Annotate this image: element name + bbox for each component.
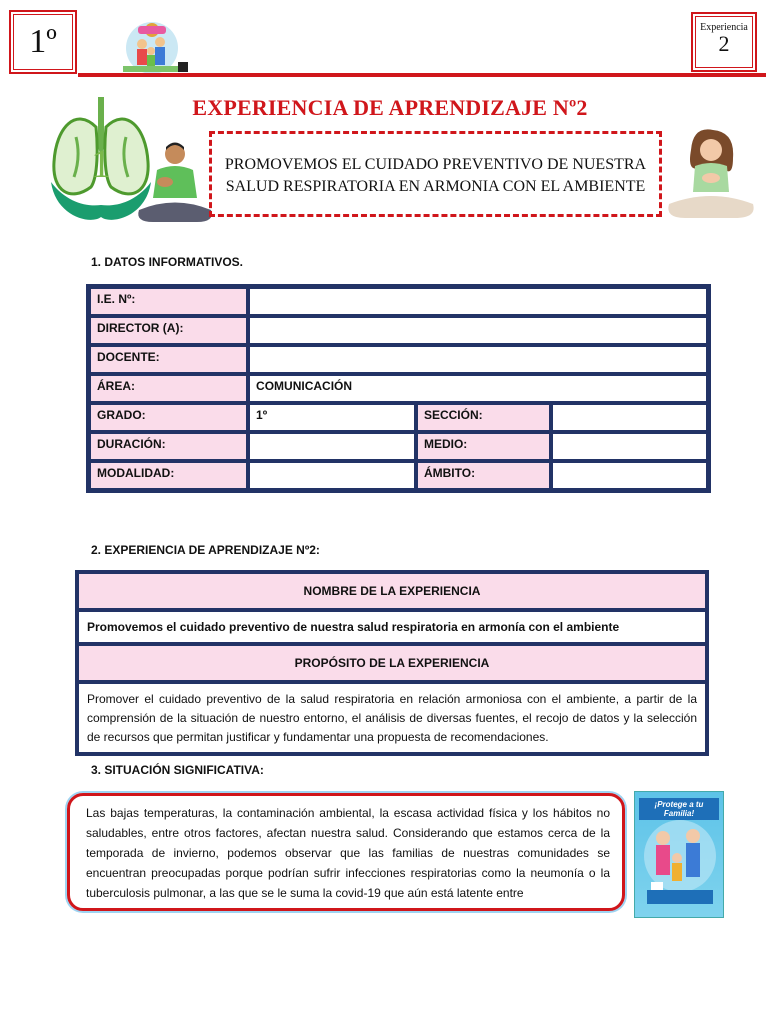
table-row: [89, 374, 708, 403]
duracion-field[interactable]: [248, 432, 416, 461]
informative-data-table: [86, 284, 711, 493]
experience-subtitle: [216, 154, 655, 198]
docente-field[interactable]: [248, 345, 708, 374]
man-meditating-illustration: [135, 140, 215, 228]
section-3-heading: 3. SITUACIÓN SIGNIFICATIVA:: [91, 763, 264, 777]
grado-label: GRADO:: [89, 403, 248, 432]
woman-meditating-illustration: [663, 128, 757, 224]
table-row: [89, 432, 708, 461]
seccion-field[interactable]: [551, 403, 708, 432]
experience-purpose-value: Promover el cuidado preventivo de la salud respiratoria en relación armoniosa con el ambiente, a partir de la comprensión de la situación de nuestro entorno, el análisis de diversas fuentes, el recojo de datos y la selección de recursos que permitan justificar y fundamentar una propuesta de recomendaciones.: [77, 682, 707, 754]
section-2-heading: 2. EXPERIENCIA DE APRENDIZAJE Nº2:: [91, 543, 320, 557]
ambito-label: ÁMBITO:: [416, 461, 551, 490]
modalidad-label: MODALIDAD:: [89, 461, 248, 490]
experience-subtitle-box: [209, 131, 662, 217]
table-row: [77, 572, 707, 610]
significant-situation-text: Las bajas temperaturas, la contaminación ambiental, la escasa actividad física y los hábitos no saludables, entre otros factores, afectan nuestra salud. Considerando que estamos cerca de la temporada de invierno, podemos observar que las familias de nuestras comunidades se encuentran preocupadas porque podrían sufrir infecciones respiratorias como la neumonía o la tuberculosis pulmonar, a las que se le suma la covid-19 que aún está latente entre: [86, 806, 610, 900]
campaign-logo: [118, 18, 190, 76]
ambito-field[interactable]: [551, 461, 708, 490]
experience-name-header: NOMBRE DE LA EXPERIENCIA: [77, 572, 707, 610]
area-field[interactable]: COMUNICACIÓN: [248, 374, 708, 403]
medio-field[interactable]: [551, 432, 708, 461]
experience-box: [691, 12, 757, 72]
ie-field[interactable]: [248, 287, 708, 316]
page-title: EXPERIENCIA DE APRENDIZAJE Nº2: [192, 95, 588, 120]
table-row: [77, 610, 707, 644]
grado-field[interactable]: 1º: [248, 403, 416, 432]
area-label: ÁREA:: [89, 374, 248, 403]
table-row: [77, 644, 707, 682]
medio-label: MEDIO:: [416, 432, 551, 461]
grade-box: [9, 10, 77, 74]
director-field[interactable]: [248, 316, 708, 345]
ie-label: I.E. Nº:: [89, 287, 248, 316]
modalidad-field[interactable]: [248, 461, 416, 490]
family-protection-poster: [634, 791, 724, 918]
experience-label: Experiencia: [700, 22, 748, 33]
significant-situation-box: [67, 793, 625, 911]
subtitle-line-1: PROMOVEMOS EL CUIDADO PREVENTIVO DE NUESTRA: [224, 156, 647, 173]
table-row: [89, 345, 708, 374]
experience-table: [75, 570, 709, 756]
docente-label: DOCENTE:: [89, 345, 248, 374]
duracion-label: DURACIÓN:: [89, 432, 248, 461]
poster-title: ¡Protege a tu Familia!: [639, 798, 719, 820]
director-label: DIRECTOR (A):: [89, 316, 248, 345]
table-row: [89, 316, 708, 345]
experience-purpose-header: PROPÓSITO DE LA EXPERIENCIA: [77, 644, 707, 682]
table-row: [77, 682, 707, 754]
experience-name-value: Promovemos el cuidado preventivo de nuestra salud respiratoria en armonía con el ambiente: [77, 610, 707, 644]
experience-number: 2: [718, 31, 730, 56]
section-1-heading: 1. DATOS INFORMATIVOS.: [91, 255, 244, 269]
svg-text:1: 1: [91, 141, 111, 186]
header-divider: [78, 73, 766, 77]
subtitle-line-2: SALUD RESPIRATORIA EN ARMONIA CON EL AMBIENTE: [225, 178, 646, 195]
table-row: [89, 403, 708, 432]
table-row: [89, 287, 708, 316]
table-row: [89, 461, 708, 490]
grade-label: 1º: [29, 23, 57, 60]
family-illustration: [641, 816, 719, 912]
seccion-label: SECCIÓN:: [416, 403, 551, 432]
